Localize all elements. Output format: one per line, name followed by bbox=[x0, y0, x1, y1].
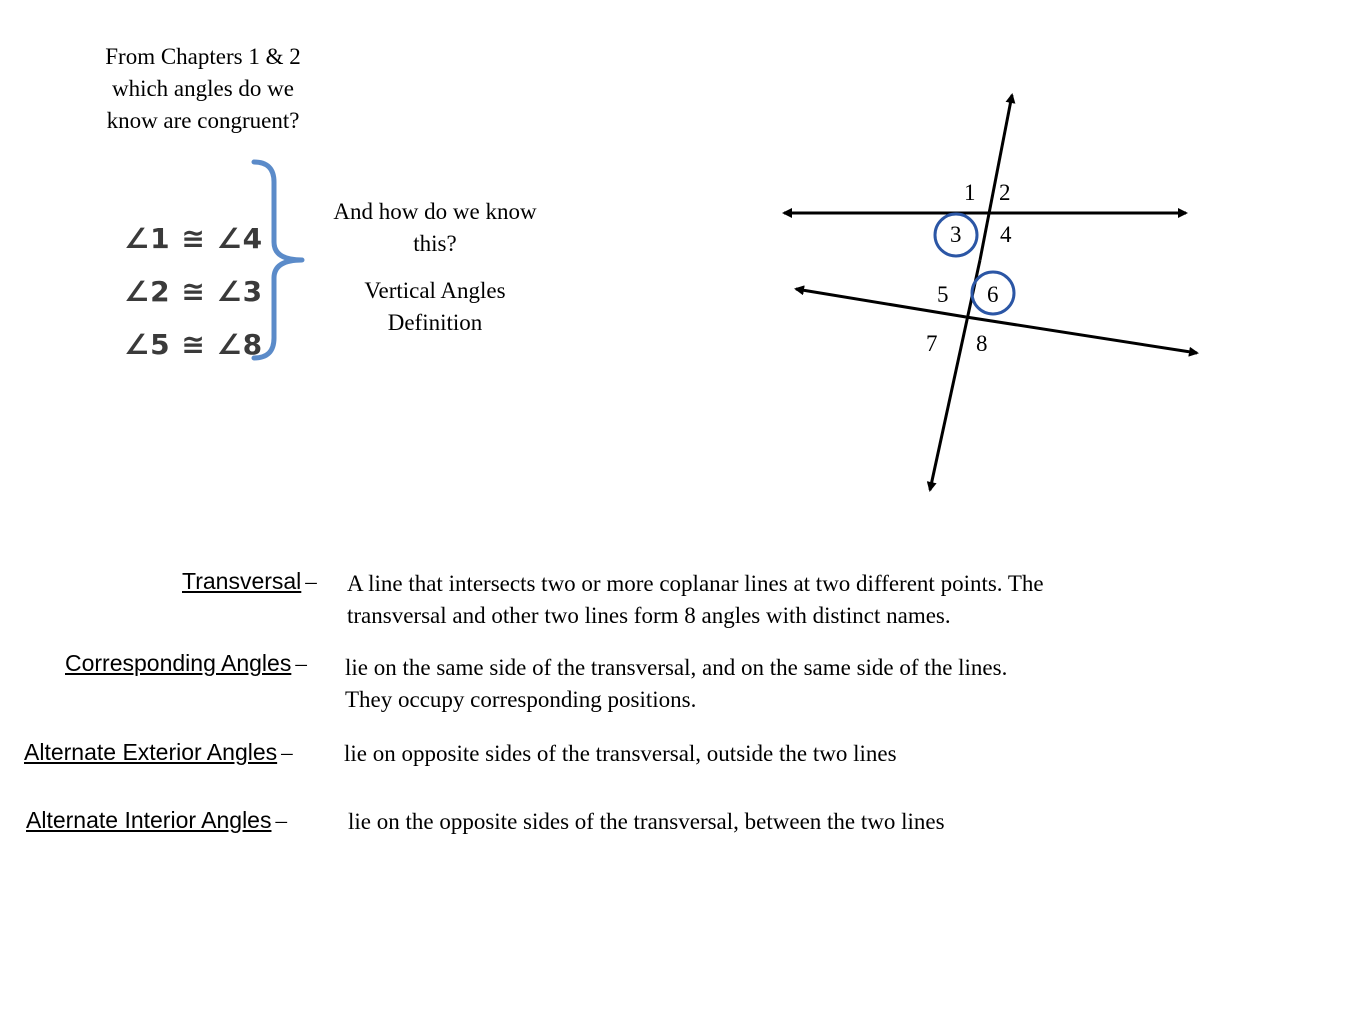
question-line: which angles do we bbox=[111, 76, 295, 101]
angle-label-7: 7 bbox=[926, 331, 938, 356]
term-transversal: Transversal bbox=[182, 568, 302, 594]
angle-label-4: 4 bbox=[1000, 222, 1012, 247]
angle-number: 2 bbox=[150, 275, 171, 308]
congruence-statement bbox=[124, 325, 263, 365]
angle-symbol: ∠ bbox=[216, 275, 243, 308]
definition-line: transversal and other two lines form 8 angles with distinct names. bbox=[347, 603, 951, 628]
term-alternate-interior-angles: Alternate Interior Angles bbox=[26, 807, 272, 833]
followup-answer bbox=[310, 275, 560, 339]
definition-text-corresponding bbox=[345, 652, 1007, 716]
angle-symbol: ∠ bbox=[124, 222, 151, 255]
angle-label-2: 2 bbox=[999, 180, 1011, 205]
congruence-statement bbox=[124, 219, 263, 259]
angle-label-5: 5 bbox=[937, 282, 949, 307]
congruent-symbol: ≅ bbox=[181, 328, 206, 361]
angle-label-3: 3 bbox=[950, 222, 962, 247]
angle-symbol: ∠ bbox=[124, 328, 151, 361]
definition-transversal bbox=[182, 568, 317, 595]
definition-dash: – bbox=[281, 740, 293, 765]
angle-number: 5 bbox=[150, 328, 171, 361]
definition-line: A line that intersects two or more coplanar lines at two different points. The bbox=[347, 571, 1044, 596]
definition-alt-exterior bbox=[24, 739, 293, 766]
followup-line: this? bbox=[413, 231, 457, 256]
angle-symbol: ∠ bbox=[216, 222, 243, 255]
congruence-statement bbox=[124, 272, 263, 312]
followup-line: And how do we know bbox=[333, 199, 537, 224]
definition-line: They occupy corresponding positions. bbox=[345, 687, 697, 712]
angle-symbol: ∠ bbox=[216, 328, 243, 361]
congruent-symbol: ≅ bbox=[181, 222, 206, 255]
congruence-list bbox=[124, 219, 263, 378]
definition-line: lie on the same side of the transversal, and on the same side of the lines. bbox=[345, 655, 1008, 680]
angle-label-1: 1 bbox=[964, 180, 976, 205]
question-line: know are congruent? bbox=[106, 108, 300, 133]
angle-number: 3 bbox=[242, 275, 264, 308]
angle-symbol: ∠ bbox=[124, 275, 151, 308]
definition-text-transversal bbox=[347, 568, 1044, 632]
followup-question bbox=[300, 196, 570, 260]
question-line: From Chapters 1 & 2 bbox=[105, 44, 301, 69]
angle-number: 1 bbox=[150, 222, 171, 255]
curly-brace-icon bbox=[248, 158, 308, 364]
angle-label-6: 6 bbox=[987, 282, 999, 307]
definition-dash: – bbox=[275, 808, 287, 833]
term-corresponding-angles: Corresponding Angles bbox=[65, 650, 292, 676]
definition-dash: – bbox=[305, 569, 317, 594]
parallel-line-bottom bbox=[966, 317, 1197, 353]
answer-line: Vertical Angles bbox=[364, 278, 506, 303]
definition-text-alt-exterior: lie on opposite sides of the transversal, outside the two lines bbox=[344, 741, 897, 766]
term-alternate-exterior-angles: Alternate Exterior Angles bbox=[24, 739, 278, 765]
definition-text-alt-interior: lie on the opposite sides of the transversal, between the two lines bbox=[348, 809, 945, 834]
definition-alt-interior bbox=[26, 807, 287, 834]
transversal-diagram bbox=[760, 80, 1210, 500]
question-text bbox=[70, 41, 336, 137]
definition-corresponding bbox=[65, 650, 307, 677]
congruent-symbol: ≅ bbox=[181, 275, 206, 308]
answer-line: Definition bbox=[387, 310, 483, 335]
angle-number: 4 bbox=[242, 222, 264, 255]
definition-dash: – bbox=[295, 651, 307, 676]
angle-label-8: 8 bbox=[976, 331, 988, 356]
angle-number: 8 bbox=[242, 328, 264, 361]
